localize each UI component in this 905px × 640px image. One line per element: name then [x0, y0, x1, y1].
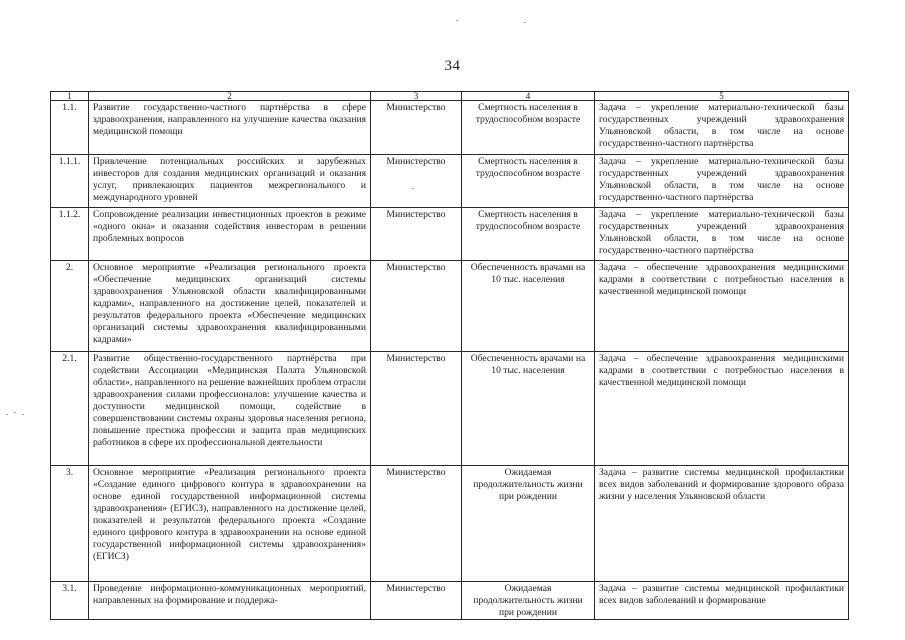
- table-row: [51, 101, 849, 155]
- table-row: [51, 155, 849, 208]
- table-header-row: [51, 92, 849, 101]
- row-number: 2.1.: [51, 352, 89, 466]
- executor: Министерство: [371, 352, 462, 466]
- table-row: [51, 352, 849, 466]
- scan-speck: [412, 188, 414, 189]
- executor: Министерство: [371, 466, 462, 582]
- header-col-3: 3: [371, 92, 462, 101]
- header-col-1: 1: [51, 92, 89, 101]
- target-indicator: Смертность населения в трудоспособном возрасте: [462, 155, 595, 208]
- table-row: [51, 261, 849, 352]
- measure-name: Привлечение потенциальных российских и зарубежных инвесторов для создания медицинских организаций и оказания услуг, привлекающих пациентов межрегионального и международного уровней: [89, 155, 371, 208]
- target-indicator: Ожидаемая продолжительность жизни при рождении: [462, 466, 595, 582]
- row-number: 1.1.1.: [51, 155, 89, 208]
- scan-speck: [456, 20, 458, 21]
- executor: Министерство: [371, 208, 462, 261]
- row-number: 2.: [51, 261, 89, 352]
- table-row: [51, 208, 849, 261]
- row-number: 1.1.: [51, 101, 89, 155]
- task-description: Задача – укрепление материально-технической базы государственных учреждений здравоохранения Ульяновской области, в том числе на основе государственно-частного партнёрства: [595, 208, 849, 261]
- executor: Министерство: [371, 582, 462, 620]
- target-indicator: Смертность населения в трудоспособном возрасте: [462, 208, 595, 261]
- table-row: [51, 466, 849, 582]
- row-number: 3.1.: [51, 582, 89, 620]
- task-description: Задача – развитие системы медицинской профилактики всех видов заболеваний и формирование: [595, 582, 849, 620]
- task-description: Задача – обеспечение здравоохранения медицинскими кадрами в соответствии с потребностью населения в качественной медицинской помощи: [595, 261, 849, 352]
- target-indicator: Обеспеченность врачами на 10 тыс. населения: [462, 352, 595, 466]
- table-row: [51, 582, 849, 620]
- measure-name: Проведение информационно-коммуникационных мероприятий, направленных на формирование и поддержа-: [89, 582, 371, 620]
- task-description: Задача – укрепление материально-технической базы государственных учреждений здравоохранения Ульяновской области, в том числе на основе государственно-частного партнёрства: [595, 155, 849, 208]
- row-number: 1.1.2.: [51, 208, 89, 261]
- scan-speck: [14, 412, 16, 413]
- scan-speck: [6, 414, 8, 415]
- header-col-2: 2: [89, 92, 371, 101]
- executor: Министерство: [371, 101, 462, 155]
- task-description: Задача – укрепление материально-технической базы государственных учреждений здравоохранения Ульяновской области, в том числе на основе государственно-частного партнёрства: [595, 101, 849, 155]
- header-col-5: 5: [595, 92, 849, 101]
- target-indicator: Смертность населения в трудоспособном возрасте: [462, 101, 595, 155]
- target-indicator: Обеспеченность врачами на 10 тыс. населения: [462, 261, 595, 352]
- scan-speck: [524, 22, 526, 23]
- executor: Министерство: [371, 261, 462, 352]
- measure-name: Сопровождение реализации инвестиционных проектов в режиме «одного окна» и оказания содействия инвесторам в решении проблемных вопросов: [89, 208, 371, 261]
- task-description: Задача – обеспечение здравоохранения медицинскими кадрами в соответствии с потребностью населения в качественной медицинской помощи: [595, 352, 849, 466]
- measure-name: Основное мероприятие «Реализация регионального проекта «Создание единого цифрового контура в здравоохранении на основе единой государственной информационной системы здравоохранения» (ЕГИСЗ), направленного на достижение целей, показателей и результатов федерального проекта «Создание единого цифрового контура в здравоохранении на основе единой государственной информационной системы здравоохранения» (ЕГИСЗ): [89, 466, 371, 582]
- executor: Министерство: [371, 155, 462, 208]
- target-indicator: Ожидаемая продолжительность жизни при рождении: [462, 582, 595, 620]
- page-number: 34: [444, 58, 461, 74]
- scan-speck: [22, 414, 24, 415]
- measure-name: Развитие государственно-частного партнёрства в сфере здравоохранения, направленного на улучшение качества оказания медицинской помощи: [89, 101, 371, 155]
- measure-name: Основное мероприятие «Реализация регионального проекта «Обеспечение медицинских организаций системы здравоохранения Ульяновской области квалифицированными кадрами», направленного на достижение целей, показателей и результатов федерального проекта «Обеспечение медицинских организаций системы здравоохранения квалифицированными кадрами»: [89, 261, 371, 352]
- measures-table: [50, 91, 849, 620]
- task-description: Задача – развитие системы медицинской профилактики всех видов заболеваний и формирование здорового образа жизни у населения Ульяновской области: [595, 466, 849, 582]
- header-col-4: 4: [462, 92, 595, 101]
- row-number: 3.: [51, 466, 89, 582]
- measure-name: Развитие общественно-государственного партнёрства при содействии Ассоциации «Медицинская Палата Ульяновской области», направленного на решение важнейших проблем отрасли здравоохранения силами профессионалов: улучшение качества и доступности медицинской помощи, содействие в совершенствовании системы охраны здоровья населения региона, повышение престижа профессии и защита прав медицинских работников в сфере их профессиональной деятельности: [89, 352, 371, 466]
